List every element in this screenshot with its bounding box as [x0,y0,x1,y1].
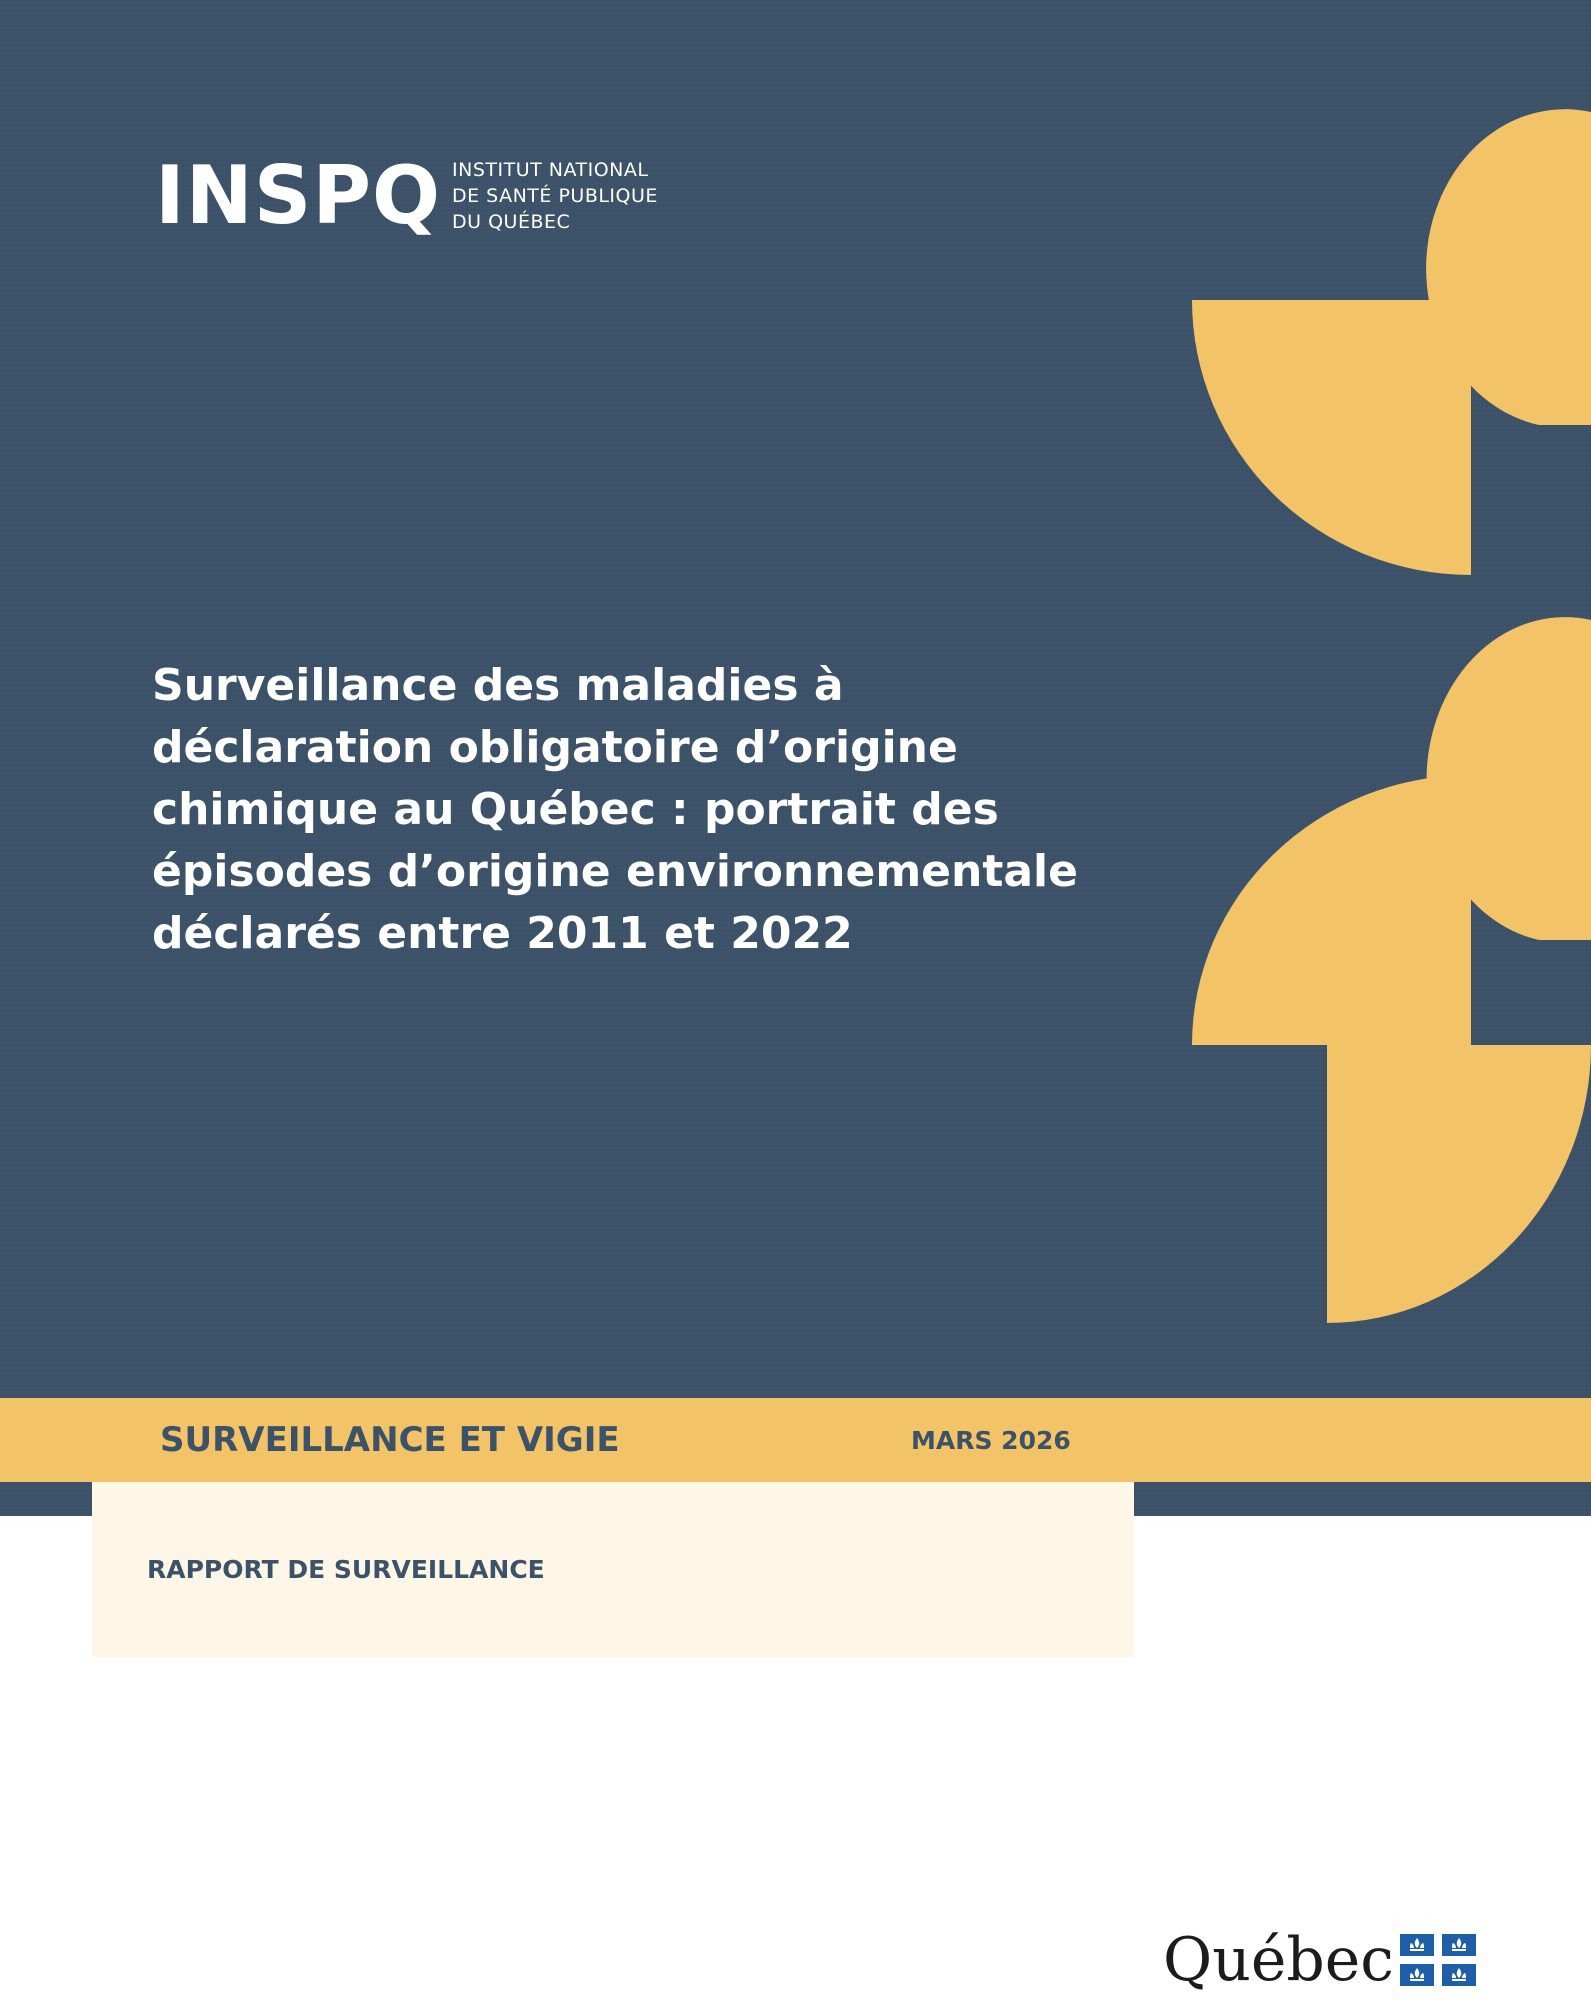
inspq-logo-subtitle [452,158,658,234]
deco-shape-lower-left-quarter [1192,775,1471,1045]
inspq-subtitle-line-1: INSTITUT NATIONAL [452,159,649,181]
inspq-subtitle-line-2: DE SANTÉ PUBLIQUE [452,185,658,207]
report-type-label: RAPPORT DE SURVEILLANCE [147,1555,545,1584]
document-title: Surveillance des maladies à déclaration obligatoire d’origine chimique au Québec : portrait des épisodes d’origine environnementale déclarés entre 2011 et 2022 [152,660,1078,959]
inspq-subtitle-line-3: DU QUÉBEC [452,211,571,233]
quebec-flag-icon [1400,1934,1476,1986]
deco-shape-upper-left-quarter [1192,300,1471,575]
category-label: SURVEILLANCE ET VIGIE [160,1420,620,1460]
inspq-logo-wordmark: INSPQ [155,149,441,242]
deco-shape-lower-bottom-quarter [1327,1045,1591,1323]
quebec-government-logo [1163,1925,1476,1995]
publication-date: MARS 2026 [911,1426,1071,1455]
inspq-logo [155,149,441,242]
quebec-wordmark: Québec [1163,1925,1394,1995]
